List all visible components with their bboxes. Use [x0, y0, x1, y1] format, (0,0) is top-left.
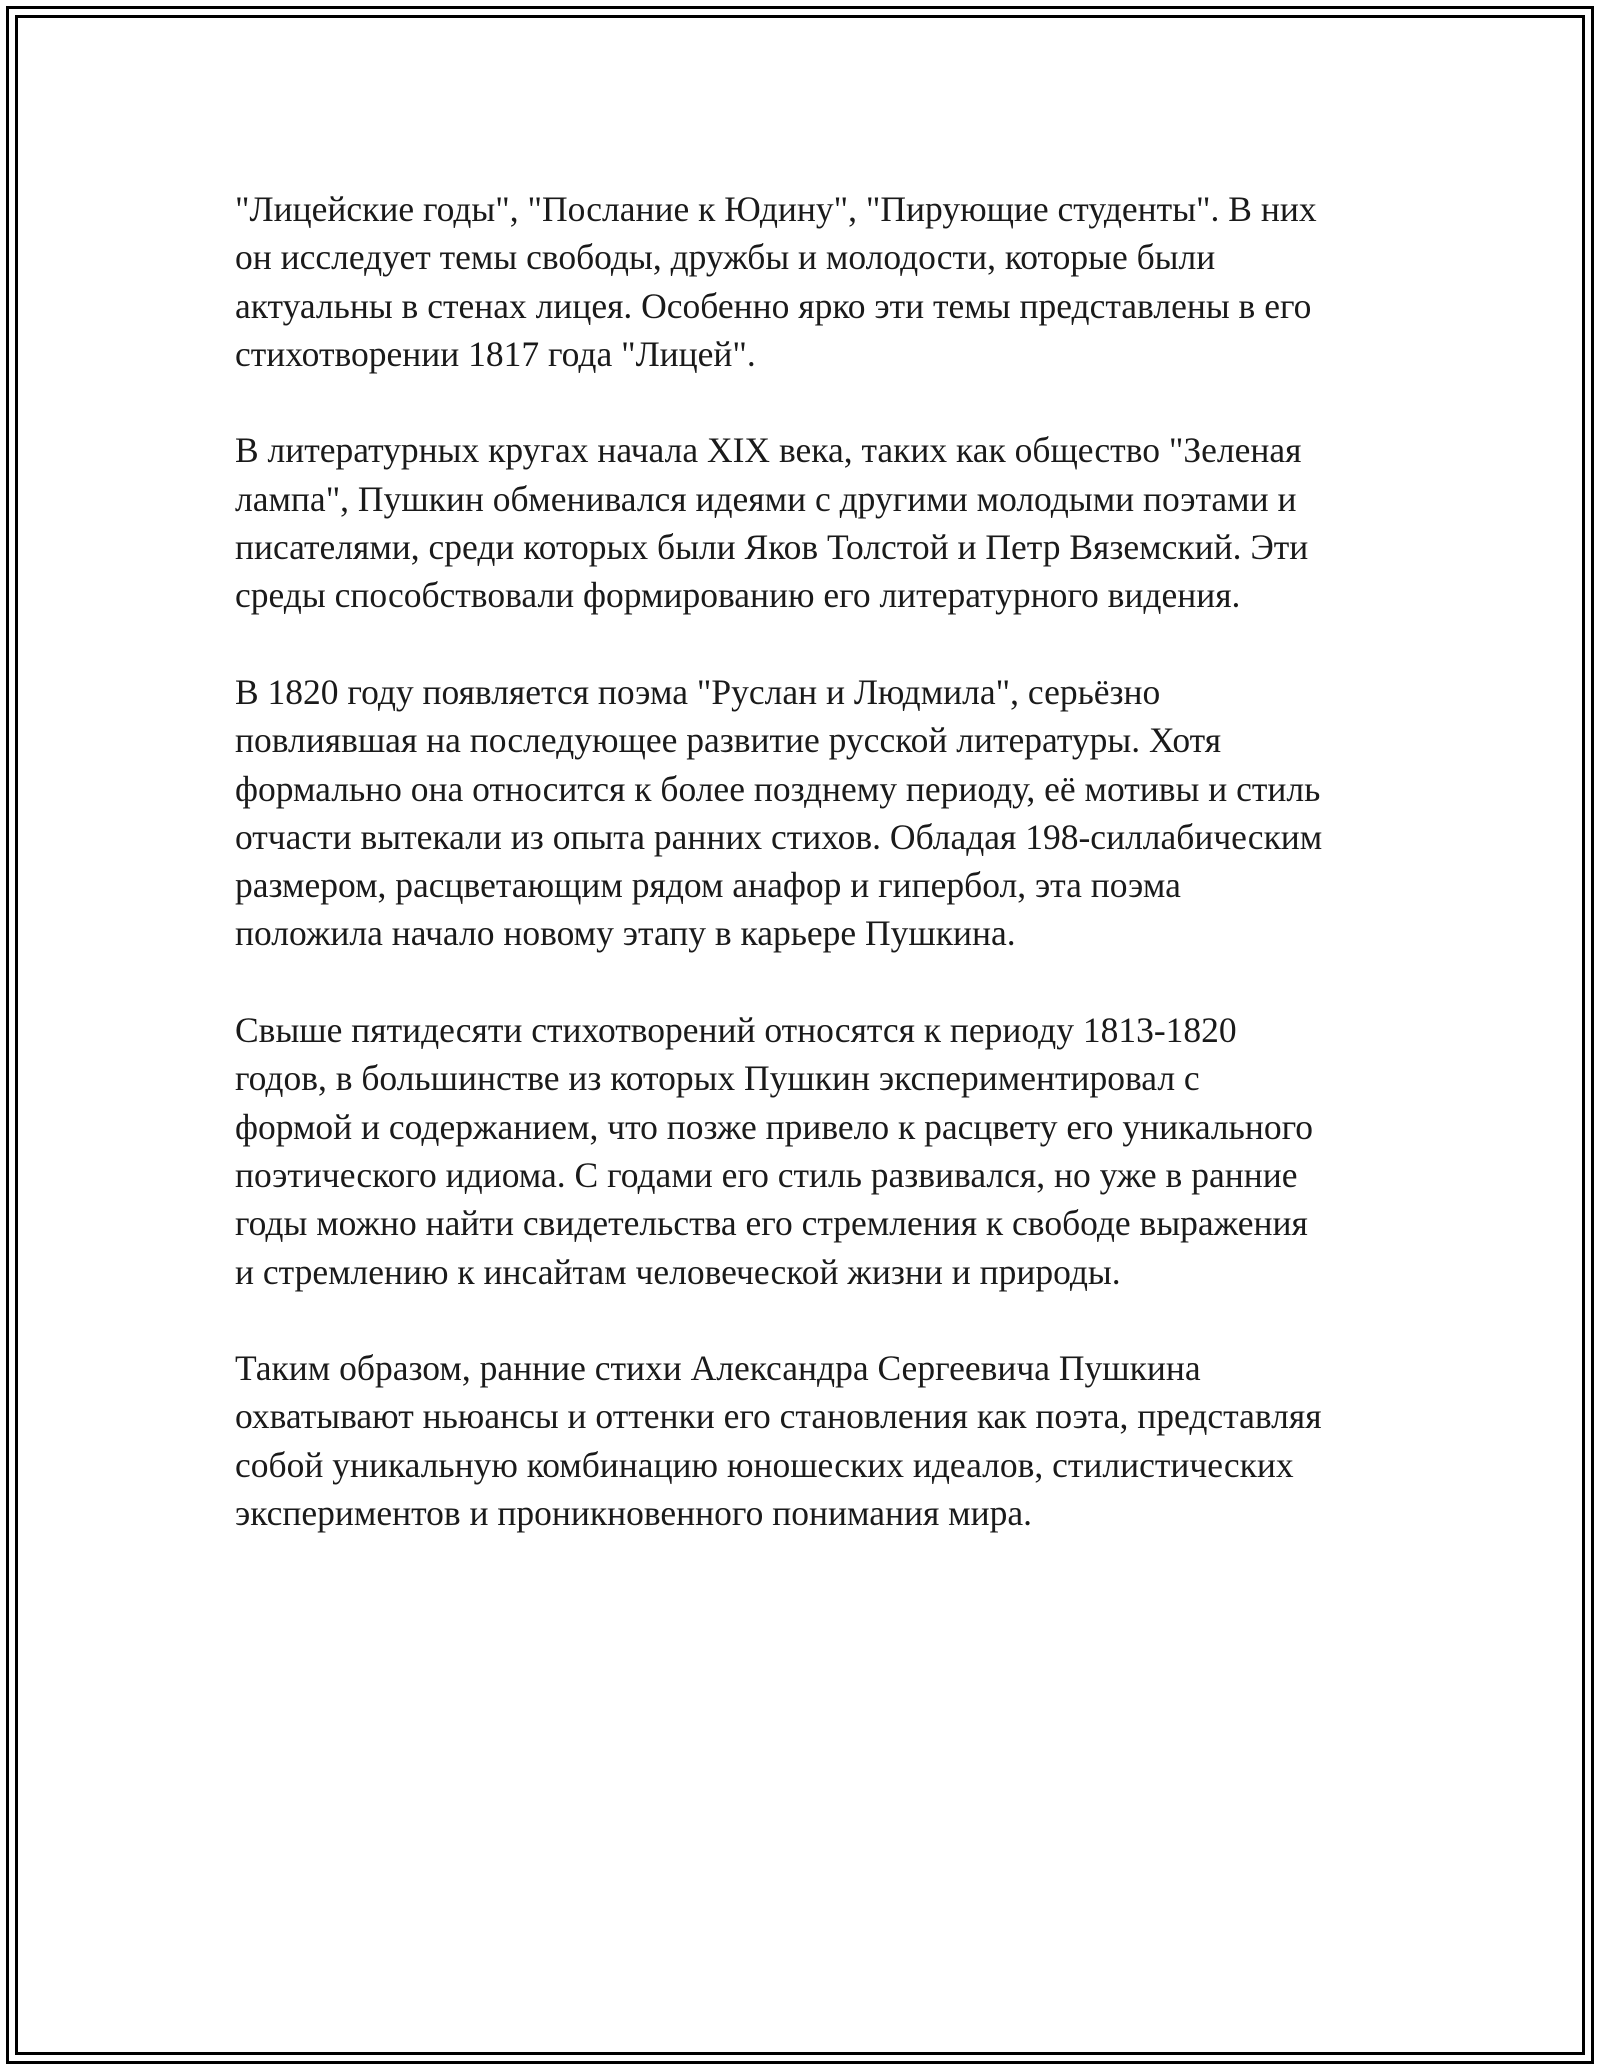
paragraph [235, 1344, 1365, 1537]
text-line: повлиявшая на последующее развитие русской литературы. Хотя [235, 720, 1222, 761]
text-line: писателями, среди которых были Яков Толстой и Петр Вяземский. Эти [235, 527, 1309, 568]
text-line: охватывают ньюансы и оттенки его становления как поэта, представляя [235, 1396, 1322, 1437]
text-line: актуальны в стенах лицея. Особенно ярко эти темы представлены в его [235, 285, 1312, 326]
text-line: он исследует темы свободы, дружбы и молодости, которые были [235, 237, 1216, 278]
text-line: отчасти вытекали из опыта ранних стихов. Обладая 198-силлабическим [235, 816, 1323, 857]
text-line: "Лицейские годы", "Послание к Юдину", "Пирующие студенты". В них [235, 189, 1317, 229]
text-line: и стремлению к инсайтам человеческой жизни и природы. [235, 1251, 1121, 1292]
text-line: годов, в большинстве из которых Пушкин экспериментировал с [235, 1058, 1200, 1099]
text-line: собой уникальную комбинацию юношеских идеалов, стилистических [235, 1444, 1294, 1485]
text-line: В 1820 году появляется поэма "Руслан и Людмила", серьёзно [235, 671, 1161, 712]
text-line: экспериментов и проникновенного понимания мира. [235, 1493, 1032, 1534]
text-line: поэтического идиома. С годами его стиль развивался, но уже в ранние [235, 1154, 1298, 1195]
text-line: размером, расцветающим рядом анафор и гипербол, эта поэма [235, 865, 1181, 906]
text-line: Таким образом, ранние стихи Александра Сергеевича Пушкина [235, 1348, 1201, 1389]
text-line: годы можно найти свидетельства его стремления к свободе выражения [235, 1203, 1308, 1244]
text-line: стихотворении 1817 года "Лицей". [235, 333, 756, 374]
paragraph [235, 1006, 1365, 1296]
paragraph [235, 426, 1365, 619]
paragraph [235, 668, 1365, 958]
document-body [235, 185, 1365, 1586]
paragraph [235, 185, 1365, 378]
text-line: среды способствовали формированию его литературного видения. [235, 575, 1241, 616]
text-line: В литературных кругах начала XIX века, таких как общество "Зеленая [235, 430, 1302, 471]
text-line: формально она относится к более позднему периоду, её мотивы и стиль [235, 768, 1321, 809]
text-line: формой и содержанием, что позже привело к расцвету его уникального [235, 1106, 1314, 1147]
text-line: лампа", Пушкин обменивался идеями с другими молодыми поэтами и [235, 478, 1297, 519]
text-line: Свыше пятидесяти стихотворений относятся к периоду 1813-1820 [235, 1010, 1237, 1051]
text-line: положила начало новому этапу в карьере Пушкина. [235, 913, 1016, 954]
